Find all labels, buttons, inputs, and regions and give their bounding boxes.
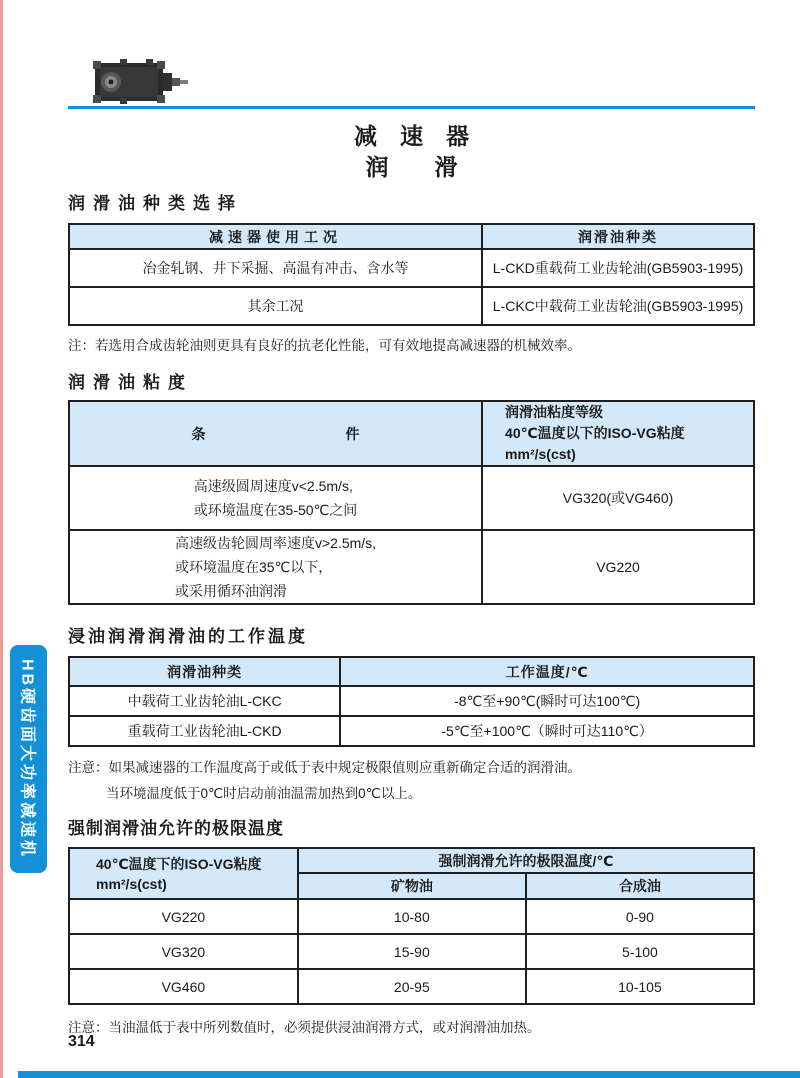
header-divider-rule	[68, 106, 755, 109]
mineral-range-cell: 10-80	[298, 899, 526, 934]
immersion-temperature-table	[68, 656, 755, 747]
condition-line: 高速级齿轮圆周率速度v>2.5m/s,	[174, 535, 377, 551]
section-heading-immersion: 浸油润滑润滑油的工作温度	[68, 627, 308, 646]
grade-cell: VG220	[69, 899, 298, 934]
oil-type-cell: L-CKD重载荷工业齿轮油(GB5903-1995)	[482, 249, 754, 287]
column-header-condition: 减速器使用工况	[69, 224, 482, 249]
page-content	[68, 0, 755, 1037]
condition-line: 或环境温度在35-50℃之间	[193, 502, 358, 518]
note-line: 注意：如果减速器的工作温度高于或低于表中规定极限值则应重新确定合适的润滑油。	[68, 760, 581, 775]
condition-line: 或采用循环油润滑	[174, 583, 287, 599]
table-header-row	[69, 401, 754, 466]
header-line: mm²/s(cst)	[96, 875, 167, 892]
forced-lubrication-note: 注意：当油温低于表中所列数值时，必须提供浸油润滑方式，或对润滑油加热。	[68, 1020, 541, 1035]
synthetic-range-cell: 5-100	[526, 934, 754, 969]
column-header-viscosity	[69, 848, 298, 899]
column-header-oil-type: 润滑油种类	[69, 657, 340, 686]
mineral-range-cell: 20-95	[298, 969, 526, 1004]
condition-line: 或环境温度在35℃以下，	[174, 559, 333, 575]
header-line: 润滑油粘度等级	[505, 404, 604, 420]
table-header-row	[69, 657, 754, 686]
column-header-condition: 条 件	[69, 401, 482, 466]
page-number: 314	[68, 1033, 95, 1050]
temperature-cell: -8℃至+90℃(瞬时可达100℃)	[340, 686, 754, 716]
condition-lines	[194, 474, 358, 522]
table-row	[69, 716, 754, 746]
grade-cell: VG460	[69, 969, 298, 1004]
table-row	[69, 249, 754, 287]
condition-lines	[175, 531, 376, 603]
header-line: mm²/s(cst)	[505, 446, 576, 462]
table-header-row	[69, 224, 754, 249]
column-header-viscosity-grade	[482, 401, 754, 466]
condition-cell	[69, 466, 482, 530]
section-heading-forced-lubrication: 强制润滑油允许的极限温度	[68, 819, 284, 838]
gearbox-photo	[90, 58, 188, 105]
sidebar-tab	[10, 645, 47, 873]
grade-cell: VG220	[482, 530, 754, 604]
column-header-oil-type: 润滑油种类	[482, 224, 754, 249]
synthetic-range-cell: 10-105	[526, 969, 754, 1004]
header-line: 40℃温度以下的ISO-VG粘度	[505, 425, 685, 441]
immersion-note	[68, 758, 755, 803]
left-edge-rule	[0, 0, 3, 1078]
table-row	[69, 969, 754, 1004]
section-heading-viscosity: 润滑油粘度	[68, 373, 193, 392]
table-row	[69, 899, 754, 934]
column-header-synthetic-oil: 合成油	[526, 873, 754, 899]
column-header-mineral-oil: 矿物油	[298, 873, 526, 899]
condition-line: 高速级圆周速度v<2.5m/s,	[193, 478, 353, 494]
condition-cell: 冶金轧钢、井下采掘、高温有冲击、含水等	[69, 249, 482, 287]
oil-type-cell: L-CKC中载荷工业齿轮油(GB5903-1995)	[482, 287, 754, 325]
grade-cell: VG320(或VG460)	[482, 466, 754, 530]
condition-cell	[69, 530, 482, 604]
grade-cell: VG320	[69, 934, 298, 969]
synthetic-range-cell: 0-90	[526, 899, 754, 934]
footer-rule	[18, 1071, 800, 1078]
sidebar-tab-label: HB硬齿面大功率减速机	[18, 658, 35, 860]
forced-lubrication-table	[68, 847, 755, 1005]
section-heading-oil-type: 润滑油种类选择	[68, 194, 243, 213]
oil-type-note: 注：若选用合成齿轮油则更具有良好的抗老化性能，可有效地提高减速器的机械效率。	[68, 338, 581, 353]
table-row	[69, 686, 754, 716]
table-row	[69, 934, 754, 969]
column-header-limit-temp: 强制润滑允许的极限温度/℃	[298, 848, 754, 873]
note-line: 当环境温度低于0℃时启动前油温需加热到0℃以上。	[106, 786, 422, 801]
column-header-working-temp: 工作温度/℃	[340, 657, 754, 686]
condition-cell: 其余工况	[69, 287, 482, 325]
oil-type-cell: 中载荷工业齿轮油L-CKC	[69, 686, 340, 716]
table-row	[69, 466, 754, 530]
table-row	[69, 530, 754, 604]
viscosity-table	[68, 400, 755, 605]
table-header-row	[69, 848, 754, 873]
temperature-cell: -5℃至+100℃（瞬时可达110℃）	[340, 716, 754, 746]
oil-type-cell: 重载荷工业齿轮油L-CKD	[69, 716, 340, 746]
table-row	[69, 287, 754, 325]
page-title-line2: 润 滑	[365, 154, 458, 180]
page-title-line1: 减 速 器	[354, 123, 469, 149]
oil-type-table	[68, 223, 755, 326]
mineral-range-cell: 15-90	[298, 934, 526, 969]
header-line: 40℃温度下的ISO-VG粘度	[96, 855, 262, 872]
